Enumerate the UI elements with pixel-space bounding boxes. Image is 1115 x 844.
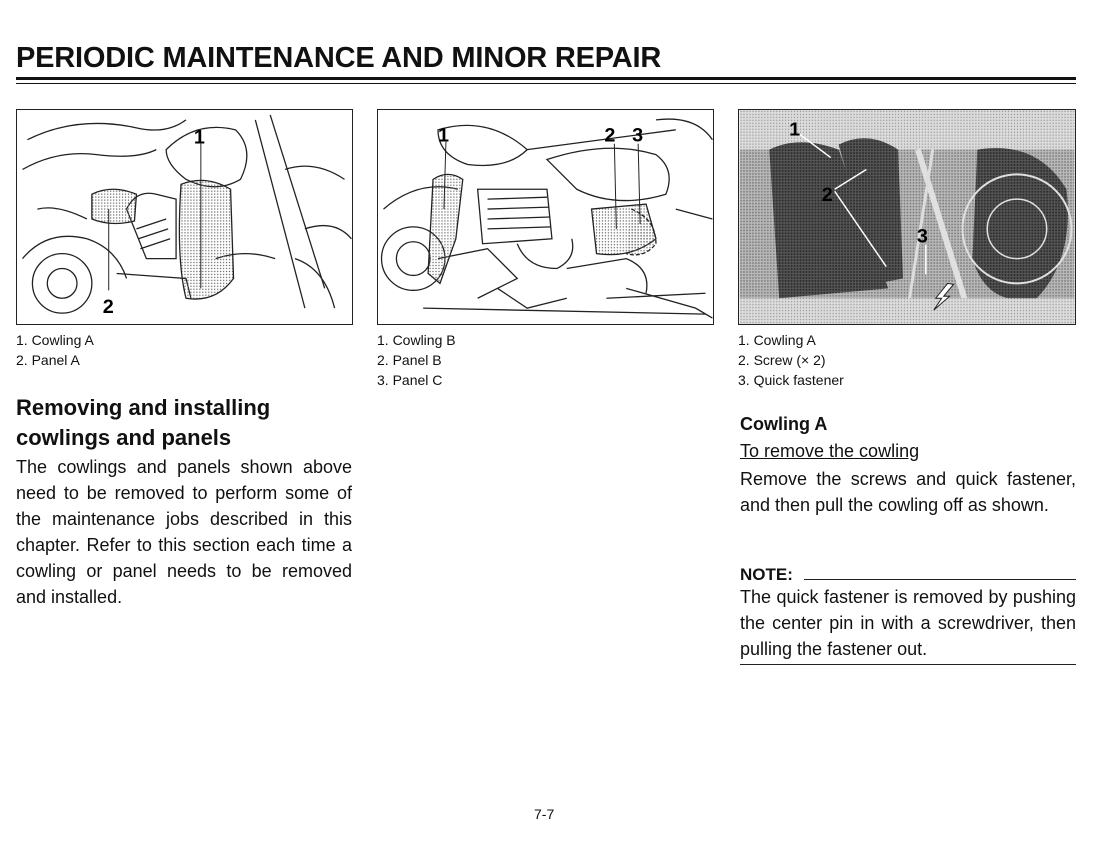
section-heading-line-1: Removing and installing	[16, 395, 271, 420]
callout-1: 1	[193, 126, 205, 149]
section-body: The cowlings and panels shown above need to be removed to perform some of the maintenance jobs described in this chapter. Refer to this section each time a cowling or panel needs to be removed and installed.	[16, 457, 352, 607]
callout-2: 2	[102, 296, 114, 319]
callout-3: 3	[632, 124, 644, 147]
motorcycle-right-illustration	[378, 110, 713, 324]
note-rule-top	[804, 579, 1076, 580]
page-title: PERIODIC MAINTENANCE AND MINOR REPAIR	[16, 42, 662, 74]
figure-cowling-a-panel-a	[16, 109, 353, 325]
figure-cowling-b-panels	[377, 109, 714, 325]
remove-cowling-subheading: To remove the cowling	[740, 441, 920, 461]
caption-item: 1. Cowling B	[377, 332, 456, 348]
section-heading-line-2: cowlings and panels	[16, 425, 232, 450]
section-heading	[16, 393, 356, 453]
motorcycle-left-illustration	[17, 110, 352, 324]
figure-3-captions	[738, 330, 844, 390]
caption-item: 3. Quick fastener	[738, 372, 844, 388]
caption-item: 2. Panel A	[16, 352, 80, 368]
remove-cowling-body: Remove the screws and quick fastener, and then pull the cowling off as shown.	[740, 469, 1076, 515]
title-rule-thin	[16, 83, 1076, 84]
figure-cowling-a-photo	[738, 109, 1076, 325]
cowling-photo	[739, 110, 1075, 324]
caption-item: 2. Panel B	[377, 352, 442, 368]
note-text: The quick fastener is removed by pushing the center pin in with a screwdriver, then pulling the fastener out.	[740, 587, 1076, 659]
callout-2: 2	[821, 184, 833, 207]
cowling-a-heading: Cowling A	[740, 414, 828, 434]
figure-1-captions	[16, 330, 94, 370]
caption-item: 2. Screw (× 2)	[738, 352, 826, 368]
figure-2-captions	[377, 330, 456, 390]
callout-3: 3	[916, 225, 928, 248]
callout-1: 1	[438, 124, 450, 147]
callout-2: 2	[604, 124, 616, 147]
title-rule-thick	[16, 77, 1076, 80]
callout-1: 1	[789, 118, 801, 141]
note-rule-bottom	[740, 664, 1076, 665]
caption-item: 1. Cowling A	[738, 332, 816, 348]
note-label: NOTE:	[740, 565, 793, 584]
page-number: 7-7	[534, 806, 555, 822]
caption-item: 3. Panel C	[377, 372, 443, 388]
caption-item: 1. Cowling A	[16, 332, 94, 348]
